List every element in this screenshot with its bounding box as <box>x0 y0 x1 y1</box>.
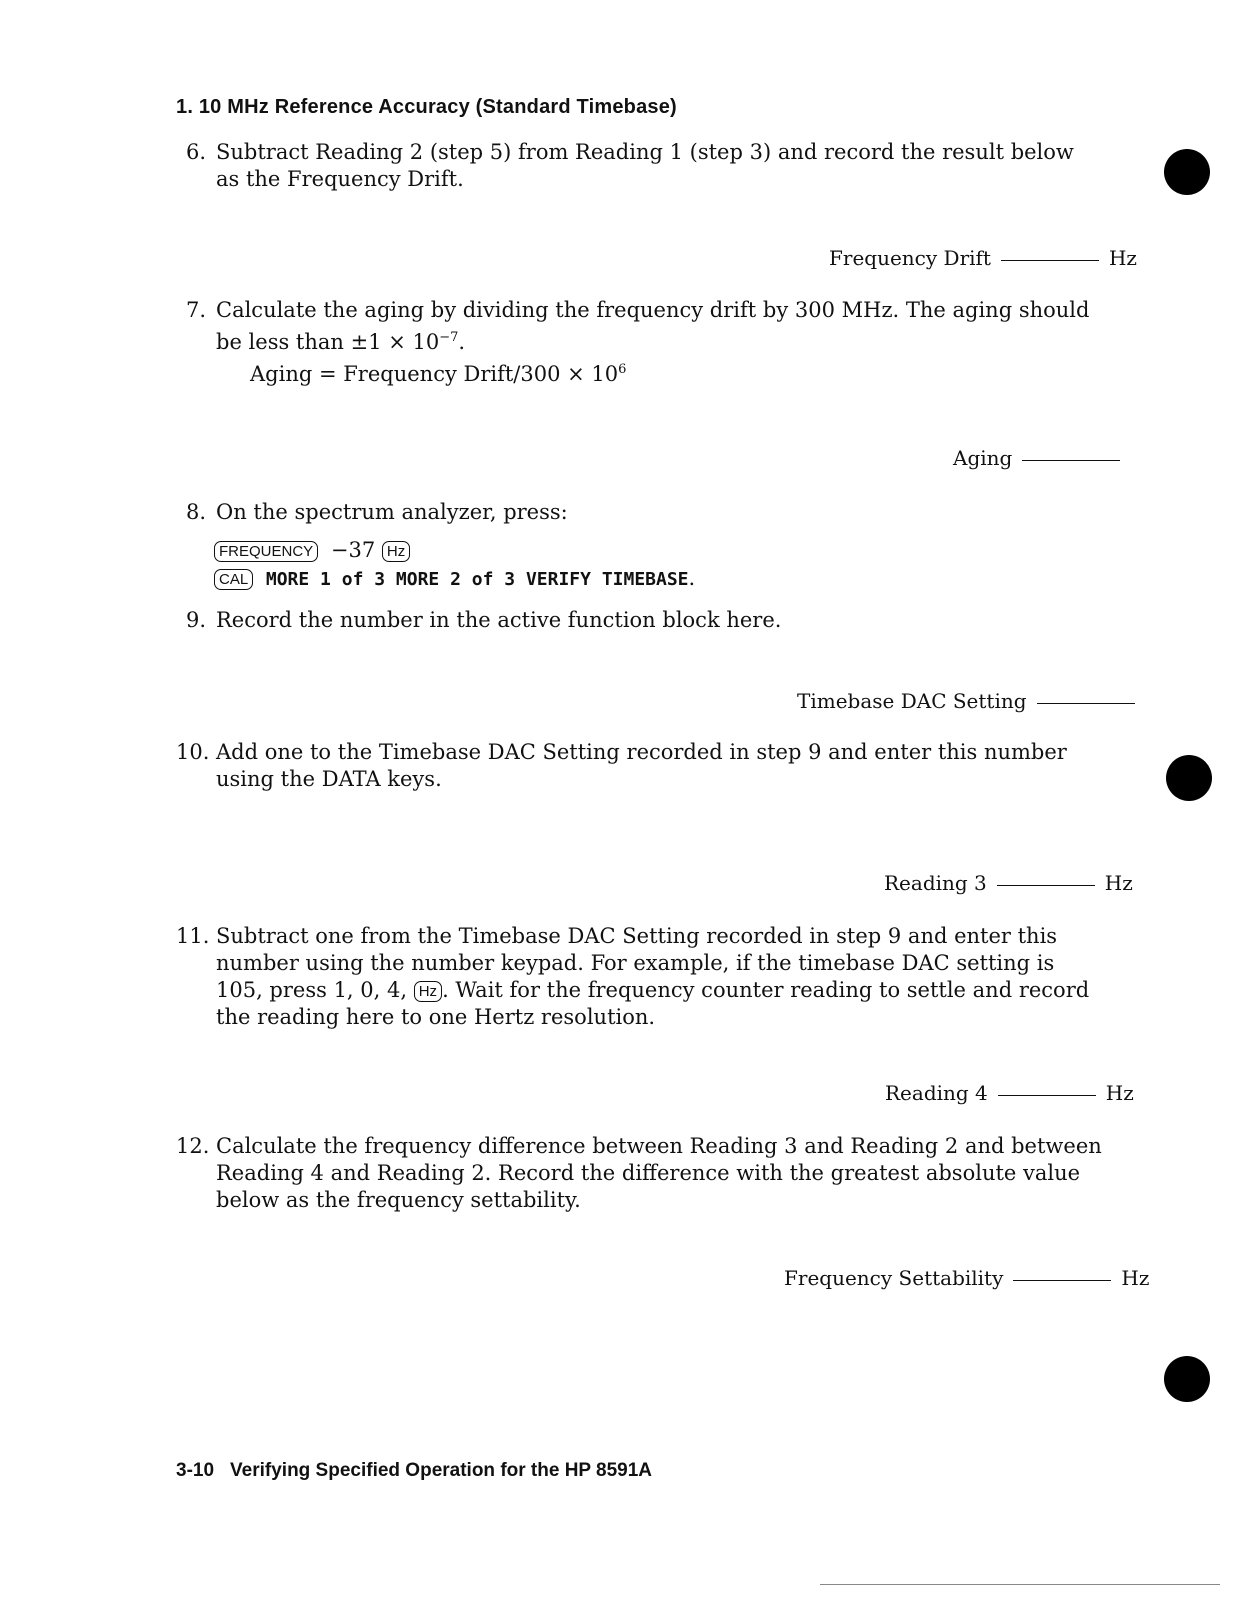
footer-title: Verifying Specified Operation for the HP 8591A <box>230 1460 653 1481</box>
aging-formula <box>250 362 626 386</box>
record-label: Frequency Drift <box>829 246 991 270</box>
step-text: Record the number in the active function block here. <box>216 608 782 632</box>
entry-line <box>1001 260 1099 261</box>
formula-exponent: 6 <box>618 362 627 377</box>
record-unit: Hz <box>1108 246 1137 270</box>
record-timebase-dac <box>797 689 1135 713</box>
record-label: Reading 4 <box>885 1081 988 1105</box>
keypress-line-2 <box>214 566 695 590</box>
frequency-key: FREQUENCY <box>214 541 318 562</box>
step-text: Calculate the frequency difference between Reading 3 and Reading 2 and between Reading 4 and Reading 2. Record the difference with the greatest absolute value below as the frequency settability. <box>216 1134 1102 1212</box>
record-frequency-settability <box>784 1266 1149 1290</box>
entry-line <box>1037 703 1135 704</box>
page-number: 3-10 <box>176 1460 215 1481</box>
step-text-tail: . Wait for the frequency counter reading to settle and record the reading here to one Hertz resolution. <box>216 978 1090 1029</box>
exponent: −7 <box>439 330 459 345</box>
hz-key: Hz <box>414 981 442 1002</box>
step-number: 12. <box>176 1134 210 1158</box>
step-number: 6. <box>185 140 206 164</box>
record-aging <box>953 446 1120 470</box>
record-reading-4 <box>885 1081 1134 1105</box>
entry-line <box>997 885 1095 886</box>
step-text: Subtract Reading 2 (step 5) from Reading 1 (step 3) and record the result below as the Frequency Drift. <box>216 140 1074 191</box>
entry-line <box>1022 460 1120 461</box>
keypress-tail: . <box>688 566 696 590</box>
step-number: 10. <box>176 740 210 764</box>
record-unit: Hz <box>1105 1081 1134 1105</box>
softkey-sequence: MORE 1 of 3 MORE 2 of 3 VERIFY TIMEBASE <box>265 569 689 590</box>
step-text <box>216 297 1116 356</box>
step-text-tail: . <box>458 330 466 354</box>
step-text-main: Calculate the aging by dividing the frequency drift by 300 MHz. The aging should be less than ±1 × 10 <box>216 298 1090 354</box>
record-label: Timebase DAC Setting <box>797 689 1027 713</box>
step-number: 8. <box>185 500 206 524</box>
record-label: Frequency Settability <box>784 1266 1004 1290</box>
entry-line <box>998 1095 1096 1096</box>
keypress-line-1 <box>214 538 410 562</box>
record-unit: Hz <box>1104 871 1133 895</box>
record-label: Aging <box>953 446 1013 470</box>
step-text: On the spectrum analyzer, press: <box>216 500 568 524</box>
step-text: Add one to the Timebase DAC Setting recorded in step 9 and enter this number using the DATA keys. <box>216 740 1067 791</box>
record-label: Reading 3 <box>884 871 987 895</box>
record-unit: Hz <box>1121 1266 1150 1290</box>
step-number: 7. <box>185 298 206 322</box>
step-text <box>216 923 1106 1031</box>
binder-hole-mark <box>1164 149 1210 195</box>
bottom-rule <box>820 1584 1220 1585</box>
page-footer <box>176 1460 652 1482</box>
record-frequency-drift <box>829 246 1137 270</box>
binder-hole-mark <box>1164 1356 1210 1402</box>
entry-line <box>1013 1280 1111 1281</box>
record-reading-3 <box>884 871 1133 895</box>
section-title: 1. 10 MHz Reference Accuracy (Standard Timebase) <box>176 96 677 118</box>
key-value: −37 <box>330 538 376 562</box>
cal-key: CAL <box>214 569 253 590</box>
step-number: 9. <box>185 608 206 632</box>
binder-hole-mark <box>1166 755 1212 801</box>
formula-text: Aging = Frequency Drift/300 × 10 <box>250 362 619 386</box>
step-number: 11. <box>176 924 210 948</box>
step-text-main: Subtract one from the Timebase DAC Setting recorded in step 9 and enter this number using the number keypad. For example, if the timebase DAC setting is 105, press 1, 0, 4, <box>216 924 1058 1002</box>
hz-key: Hz <box>382 541 410 562</box>
